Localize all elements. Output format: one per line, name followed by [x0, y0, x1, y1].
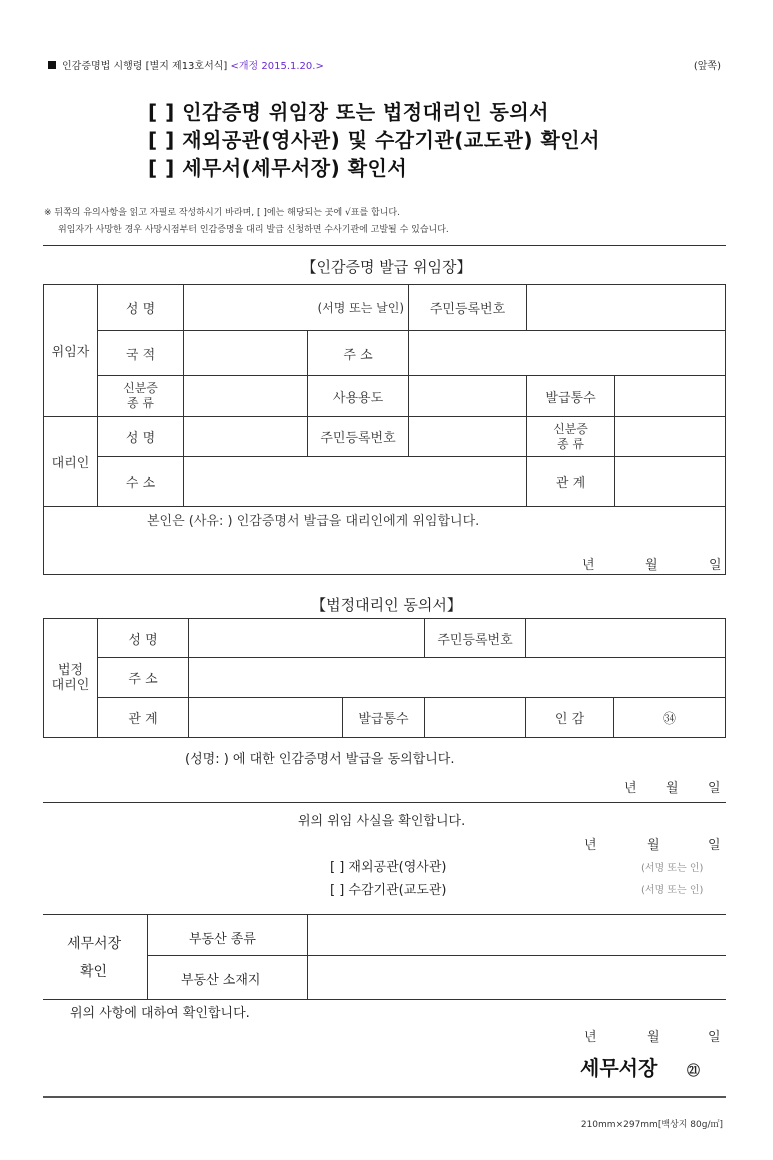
delegation-section-title: 【인감증명 발급 위임장】: [301, 258, 472, 276]
rep-resident-no-field[interactable]: [526, 619, 726, 658]
delegation-date-year: 년: [582, 558, 595, 573]
tax-date-month: 월: [647, 1030, 660, 1045]
consent-date-year: 년: [624, 781, 637, 796]
id-type-label-line1: 신분증: [123, 381, 158, 395]
tax-date-year: 년: [584, 1030, 597, 1045]
agent-resident-no-label: 주민등록번호: [308, 417, 409, 457]
page-side: (앞쪽): [693, 61, 721, 72]
consent-section-title: 【법정대리인 동의서】: [311, 596, 462, 614]
rep-name-label: 성 명: [98, 619, 189, 658]
confirmation-date-day: 일: [708, 838, 721, 853]
agent-label: 대리인: [44, 417, 98, 507]
revision-date: <개정 2015.1.20.>: [230, 61, 324, 72]
delegator-resident-no-label: 주민등록번호: [409, 285, 527, 331]
delegator-address-label: 주 소: [308, 331, 409, 376]
delegator-id-type-field[interactable]: [184, 376, 308, 417]
delegator-resident-no-field[interactable]: [527, 285, 726, 331]
delegator-name-field[interactable]: [184, 285, 409, 331]
tax-seal-icon: ㉑: [687, 1064, 701, 1079]
delegator-nationality-label: 국 적: [98, 331, 184, 376]
rep-copies-label: 발급통수: [343, 698, 425, 738]
confirmation-statement: 위의 위임 사실을 확인합니다.: [298, 814, 466, 829]
tax-office-box: [43, 915, 726, 1000]
consent-table: [43, 618, 726, 738]
usage-label: 사용용도: [308, 376, 409, 417]
law-reference: 인감증명법 시행령 [별지 제13호서식]: [62, 61, 228, 72]
paper-spec: 210mm×297mm[백상지 80g/㎡]: [580, 1120, 723, 1130]
note-2: 위임자가 사망한 경우 사망시점부터 인감증명을 대리 발급 신청하면 수사기관에 고발될 수 있습니다.: [58, 225, 449, 235]
realestate-location-label: 부동산 소재지: [181, 973, 261, 988]
seal-mark-icon: ㉞: [662, 712, 676, 727]
rep-name-field[interactable]: [189, 619, 425, 658]
rep-address-field[interactable]: [189, 658, 726, 698]
realestate-type-label: 부동산 종류: [189, 932, 256, 947]
rep-resident-no-label: 주민등록번호: [425, 619, 526, 658]
tax-divider-v1: [147, 915, 148, 999]
legal-rep-label-line2: 대리인: [51, 678, 90, 693]
tax-label-line2: 확인: [80, 964, 108, 980]
delegation-date-day: 일: [709, 558, 722, 573]
confirmation-date-year: 년: [584, 838, 597, 853]
tax-signer: 세무서장: [580, 1056, 658, 1080]
relation-field[interactable]: [615, 457, 726, 507]
tax-statement: 위의 사항에 대하여 확인합니다.: [70, 1006, 250, 1021]
tax-label-line1: 세무서장: [67, 936, 122, 952]
legal-rep-label: [44, 619, 98, 738]
delegation-statement-cell: [44, 507, 726, 575]
signature-hint: (서명 또는 날인): [317, 301, 405, 315]
consent-date-month: 월: [666, 781, 679, 796]
rep-seal-label: 인 감: [526, 698, 614, 738]
embassy-checkbox[interactable]: [ ] 재외공관(영사관): [330, 860, 447, 875]
delegator-address-field[interactable]: [409, 331, 726, 376]
title-embassy-checkbox[interactable]: [ ] 재외공관(영사관) 및 수감기관(교도관) 확인서: [148, 128, 600, 152]
copies-field[interactable]: [615, 376, 726, 417]
delegator-label: 위임자: [44, 285, 98, 417]
agent-name-field[interactable]: [184, 417, 308, 457]
agent-name-label: 성 명: [98, 417, 184, 457]
divider: [43, 245, 726, 246]
title-taxoffice-checkbox[interactable]: [ ] 세무서(세무서장) 확인서: [148, 156, 408, 180]
agent-id-type-label: [527, 417, 615, 457]
title-delegation-checkbox[interactable]: [ ] 인감증명 위임장 또는 법정대리인 동의서: [148, 100, 549, 124]
form-reference: [48, 57, 324, 72]
id-type-label-line2: 종 류: [127, 396, 154, 410]
divider: [43, 802, 726, 803]
confirmation-date-month: 월: [647, 838, 660, 853]
agent-resident-no-field[interactable]: [409, 417, 527, 457]
note-1: ※ 뒤쪽의 유의사항을 읽고 자필로 작성하시기 바라며, [ ]에는 해당되는 곳에 √표를 합니다.: [44, 208, 400, 218]
usage-field[interactable]: [409, 376, 527, 417]
agent-id-type-field[interactable]: [615, 417, 726, 457]
agent-id-type-label-line2: 종 류: [557, 436, 585, 451]
delegator-id-type-label: [98, 376, 184, 417]
prison-sign-hint: (서명 또는 인): [641, 885, 704, 896]
agent-id-type-label-line1: 신분증: [553, 421, 588, 436]
delegation-date-month: 월: [645, 558, 658, 573]
realestate-location-field[interactable]: [308, 956, 726, 999]
agent-address-label: 수 소: [98, 457, 184, 507]
realestate-type-field[interactable]: [308, 915, 726, 955]
delegator-nationality-field[interactable]: [184, 331, 308, 376]
embassy-sign-hint: (서명 또는 인): [641, 863, 704, 874]
legal-rep-label-line1: 법정: [57, 663, 84, 678]
copies-label: 발급통수: [527, 376, 615, 417]
prison-checkbox[interactable]: [ ] 수감기관(교도관): [330, 883, 447, 898]
consent-date-day: 일: [708, 781, 721, 796]
square-bullet-icon: [48, 61, 56, 69]
rep-address-label: 주 소: [98, 658, 189, 698]
rep-relation-field[interactable]: [189, 698, 343, 738]
rep-relation-label: 관 계: [98, 698, 189, 738]
divider: [43, 1096, 726, 1098]
relation-label: 관 계: [527, 457, 615, 507]
rep-copies-field[interactable]: [425, 698, 526, 738]
delegator-name-label: 성 명: [98, 285, 184, 331]
delegation-statement: 본인은 (사유: ) 인감증명서 발급을 대리인에게 위임합니다.: [147, 514, 480, 529]
delegation-table: [43, 284, 726, 575]
agent-address-field[interactable]: [184, 457, 527, 507]
rep-seal-field[interactable]: [614, 698, 726, 738]
tax-date-day: 일: [708, 1030, 721, 1045]
consent-statement: (성명: ) 에 대한 인감증명서 발급을 동의합니다.: [185, 752, 455, 767]
